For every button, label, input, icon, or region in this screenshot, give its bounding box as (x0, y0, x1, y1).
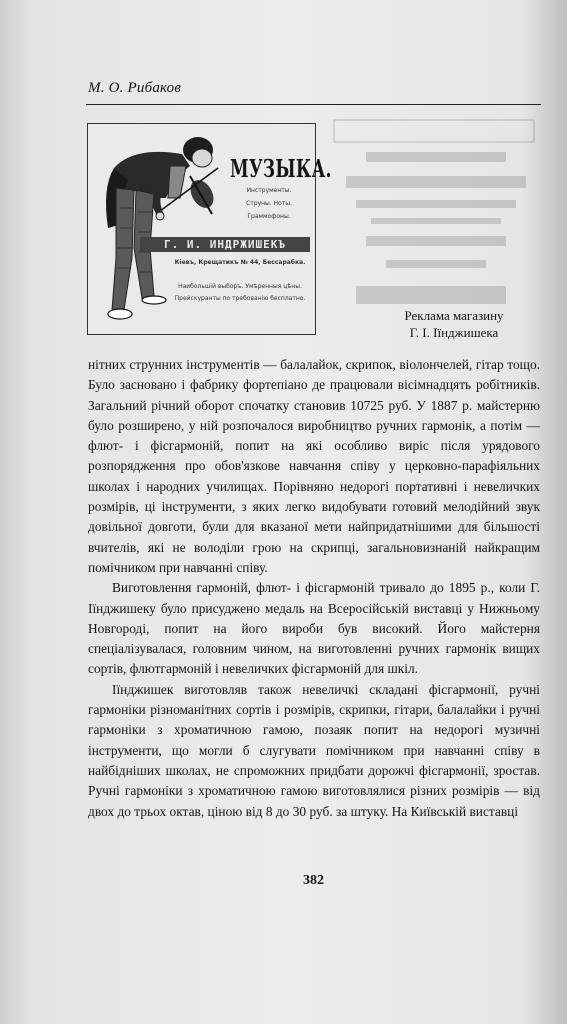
bleed-through-reverse-page (326, 110, 544, 310)
caption-line: Реклама магазину (404, 308, 504, 323)
advertisement-products-line: Граммофоны. (247, 213, 291, 220)
running-header-author: М. О. Рибаков (88, 80, 182, 96)
bleed-through-pattern (326, 110, 544, 310)
caption-line: Г. І. Іїнджишека (409, 325, 499, 340)
page-number: 382 (303, 873, 324, 888)
advertisement-title: МУЗЫКА. (230, 154, 332, 183)
figure-caption (370, 307, 538, 341)
advertisement-note: Прейскуранты по требованiю бесплатно. (174, 295, 306, 302)
header-rule (86, 104, 541, 105)
advertisement-note: Наибольшiй выборъ. Умѣренныя цѣны. (178, 283, 302, 290)
paragraph: Виготовлення гармоній, флют- і фісгармоній тривало до 1895 р., коли Г. Іїнджишеку було присуджено медаль на Всеросійській виставці у Нижньому Новгороді, попит на його вироби був високий. Його майстерня спеціалізувалася, головним чином, на виготовленні ручних гармонік вищих сортів, флютгармоній і невеличких фісгармоній для шкіл. (88, 580, 540, 677)
advertisement-products-line: Инструменты. (246, 187, 292, 194)
paragraph: Іїнджишек виготовляв також невеличкі складані фісгармонії, ручні гармоніки різноманітних сортів і розмірів, скрипки, гітари, балалайки і ручні гармоніки з хроматичною гамою, позаяк попит на недорогі музичні інструменти, що могли б слугувати помічником при навчанні співу в найбідніших школах, не спроможних придбати дорожчі фісгармонії, зростав. Ручні гармоніки з хроматичною гамою виготовлялися різних розмірів — від двох до трьох октав, ціною від 8 до 30 руб. за штуку. На Київській виставці (88, 681, 540, 819)
advertisement-image (87, 123, 332, 335)
advertisement-firm-name: Г. И. ИНДРЖИШЕКЪ (140, 237, 310, 252)
advertisement-address: Кiевъ, Крещатикъ № 44, Бессарабка. (174, 259, 306, 266)
body-text (88, 355, 540, 822)
paragraph: нітних струнних інструментів — балалайок, скрипок, віолончелей, гітар тощо. Було засновано і фабрику фортепіано де працювали вісімнадцять робітників. Загальний річний оборот спочатку становив 10725 руб. У 1887 р. майстерню було розширено, у ній розпочалося виробництво ручних гармонік, а потім — флют- і фісгармоній, попит на які особливо виріс після урядового розпорядження про обов'язкове навчання співу у церковно-парафіяльних школах і народних училищах. Порівняно недорогі портативні і невеличких розмірів, ці інструменти, з яких легко видобувати готовий мелодійний звук довільної довготи, були для вказаної мети найпридатнішими для більшості вчителів, які не володіли грою на скрипці, загальновизнаній найкращим помічником при навчанні співу. (88, 357, 540, 575)
advertisement-products-line: Струны. Ноты. (246, 200, 292, 207)
